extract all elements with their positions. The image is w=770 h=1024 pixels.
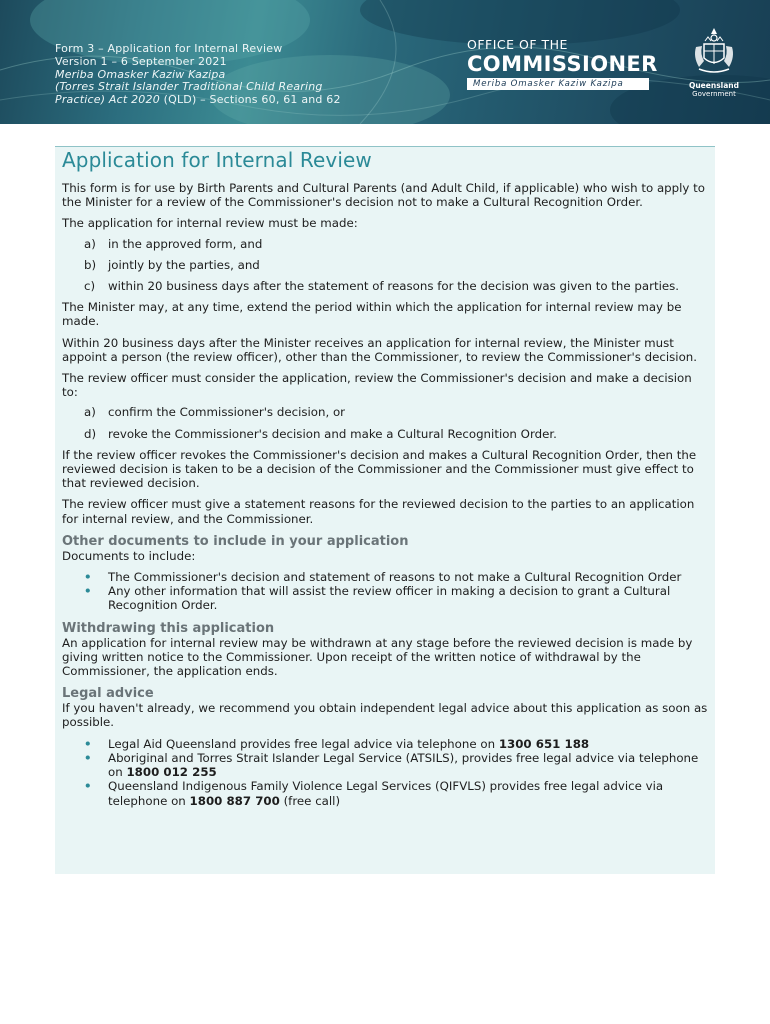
header-banner [0,0,770,124]
documents-list [62,570,708,613]
list-item [62,570,708,584]
intro-paragraph: This form is for use by Birth Parents and Cultural Parents (and Adult Child, if applicable) who wish to apply to the Minister for a review of the Commissioner's decision not to make a Cultural Recognition Order. [62,181,705,210]
list-marker: b) [84,257,97,272]
queensland-government-logo [684,25,744,98]
form-info [55,43,341,107]
list-item-text: in the approved form, and [108,236,263,251]
act-sections: (QLD) – Sections 60, 61 and 62 [159,93,341,107]
logo-tagline: Meriba Omasker Kaziw Kazipa [467,78,649,90]
act-name-line3 [55,94,341,107]
act-name-italic: Practice) Act 2020 [55,93,160,107]
review-officer-paragraph: The review officer must consider the application, review the Commissioner's decision and make a decision to: [62,371,692,400]
act-name-line1: Meriba Omasker Kaziw Kazipa [55,67,226,81]
bullet-icon: • [84,570,92,585]
list-item [62,751,708,779]
withdrawing-heading: Withdrawing this application [62,620,275,636]
office-of-commissioner-logo [467,37,658,90]
list-item [62,237,708,251]
list-item-text: confirm the Commissioner's decision, or [108,405,346,420]
list-item-text: Any other information that will assist the review officer in making a decision to grant a Cultural Recognition Order. [108,584,671,613]
bullet-icon: • [84,779,92,794]
list-item [62,779,708,807]
list-item-text: jointly by the parties, and [108,257,260,272]
bullet-icon: • [84,584,92,599]
content-panel [55,146,715,874]
service-text: Queensland Indigenous Family Violence Legal Services (QIFVLS) provides free legal advice via telephone on [108,779,664,808]
other-documents-heading: Other documents to include in your application [62,533,409,549]
bullet-icon: • [84,750,92,765]
service-suffix: (free call) [279,793,341,808]
revokes-paragraph: If the review officer revokes the Commissioner's decision and makes a Cultural Recognition Order, then the reviewed decision is taken to be a decision of the Commissioner and the Commissioner must give effect to that reviewed decision. [62,447,697,491]
coat-of-arms-icon [691,25,737,77]
phone-number: 1800 887 700 [189,793,280,808]
within-20-days-paragraph: Within 20 business days after the Minister receives an application for internal review, the Minister must appoint a person (the review officer), other than the Commissioner, to review the Commissioner's decision. [62,335,698,364]
conditions-list [62,237,708,294]
list-item [62,258,708,272]
list-marker: c) [84,279,96,294]
list-item-text: The Commissioner's decision and statement of reasons to not make a Cultural Recognition Order [108,570,682,585]
form-version: Version 1 – 6 September 2021 [55,54,227,68]
minister-extend-paragraph: The Minister may, at any time, extend the period within which the application for internal review may be made. [62,300,682,329]
logo-commissioner-text: COMMISSIONER [467,52,658,76]
statement-paragraph: The review officer must give a statement reasons for the reviewed decision to the parties to an application for internal review, and the Commissioner. [62,497,695,526]
form-title: Form 3 – Application for Internal Review [55,42,283,55]
legal-advice-heading: Legal advice [62,686,154,702]
act-name-line2: (Torres Strait Islander Traditional Child Rearing [55,80,323,94]
list-item [62,584,708,612]
page-title: Application for Internal Review [62,148,372,172]
gov-label: Government [692,90,736,98]
legal-advice-paragraph: If you haven't already, we recommend you obtain independent legal advice about this application as soon as possible. [62,701,708,730]
legal-services-list [62,737,708,808]
bullet-icon: • [84,736,92,751]
list-item [62,279,708,293]
phone-number: 1300 651 188 [498,736,590,751]
must-be-made-paragraph: The application for internal review must be made: [62,216,358,231]
list-marker: a) [84,405,96,420]
withdrawing-paragraph: An application for internal review may be withdrawn at any stage before the reviewed decision is made by giving written notice to the Commissioner. Upon receipt of the written notice of withdrawal by the Commissioner, the application ends. [62,635,693,679]
list-item [62,405,708,419]
list-marker: a) [84,236,96,251]
decisions-list [62,405,708,440]
documents-intro: Documents to include: [62,548,196,563]
gov-name: Queensland [688,81,740,90]
list-marker: d) [84,426,97,441]
service-text: Aboriginal and Torres Strait Islander Legal Service (ATSILS), provides free legal advice via telephone on [108,750,699,780]
phone-number: 1800 012 255 [126,765,217,780]
logo-office-text: OFFICE OF THE [467,37,568,52]
list-item [62,737,708,751]
list-item [62,427,708,441]
service-text: Legal Aid Queensland provides free legal advice via telephone on [108,736,499,751]
list-item-text: revoke the Commissioner's decision and make a Cultural Recognition Order. [108,426,557,441]
list-item-text: within 20 business days after the statement of reasons for the decision was given to the parties. [108,279,680,294]
